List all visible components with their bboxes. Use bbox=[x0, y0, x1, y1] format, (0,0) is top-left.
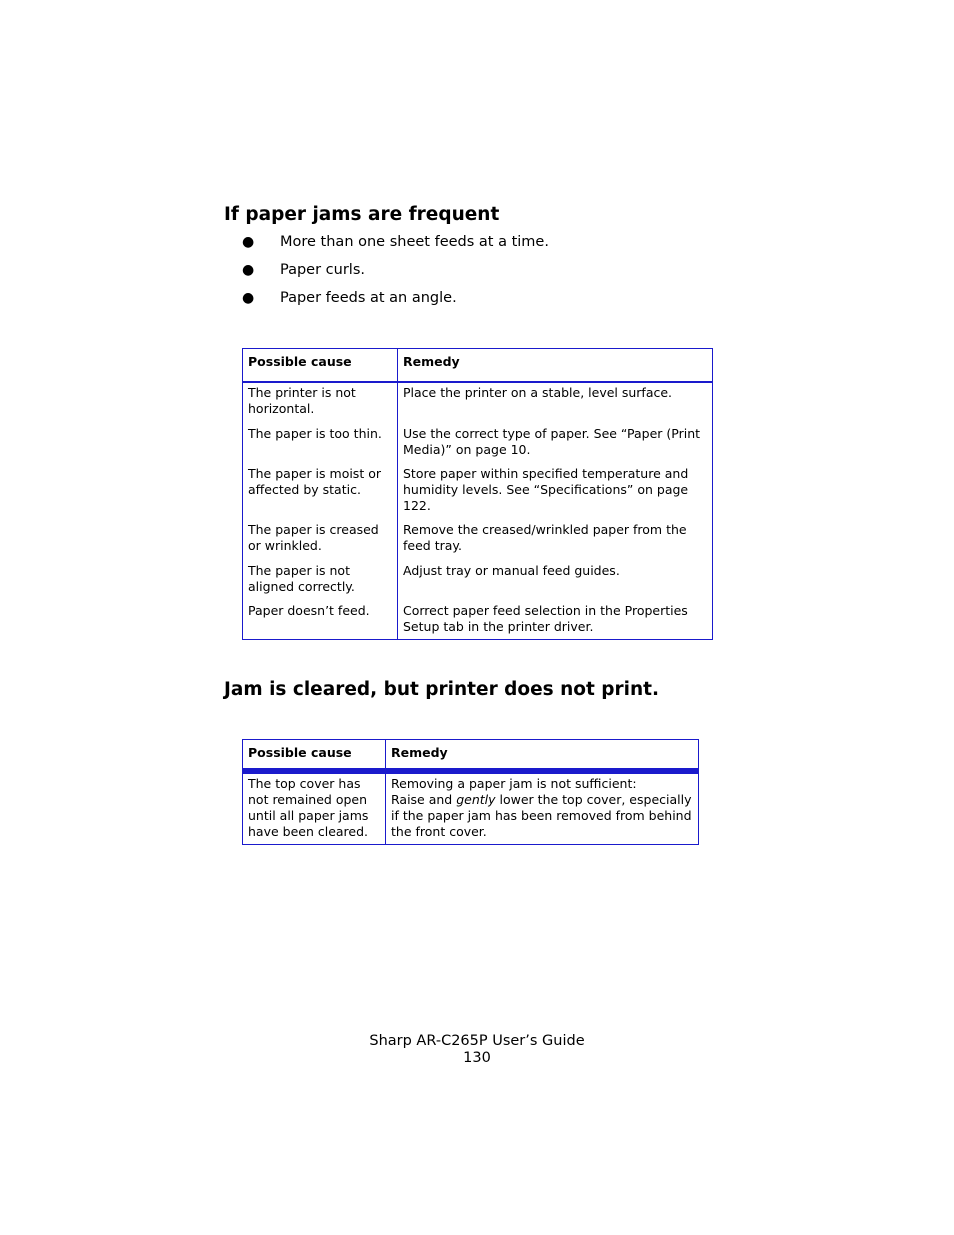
table-header-row bbox=[243, 349, 713, 383]
remedy-text: lower the top cover, especially if the paper jam has been removed from behind the front cover. bbox=[391, 792, 692, 839]
column-header-remedy: Remedy bbox=[398, 349, 713, 383]
remedy-cell bbox=[386, 771, 699, 845]
section-heading-frequent-jams: If paper jams are frequent bbox=[224, 204, 500, 225]
section-heading-jam-cleared: Jam is cleared, but printer does not print. bbox=[224, 679, 659, 700]
column-header-remedy: Remedy bbox=[386, 740, 699, 772]
column-header-cause: Possible cause bbox=[243, 740, 386, 772]
cause-text: The paper is creased or wrinkled. bbox=[248, 522, 379, 553]
cause-text: Paper doesn’t feed. bbox=[248, 603, 370, 618]
cause-cell: The top cover has not remained open until all paper jams have been cleared. bbox=[243, 771, 386, 845]
table-row bbox=[243, 771, 699, 845]
list-item-text: More than one sheet feeds at a time. bbox=[280, 234, 549, 250]
cause-text: The printer is not horizontal. bbox=[248, 385, 356, 416]
page-number: 130 bbox=[463, 1050, 491, 1066]
jam-cleared-table bbox=[242, 739, 699, 845]
table-row bbox=[243, 382, 713, 640]
list-item-text: Paper feeds at an angle. bbox=[280, 290, 457, 306]
bullet-icon: ● bbox=[242, 290, 255, 306]
frequent-jams-table bbox=[242, 348, 713, 640]
bullet-icon: ● bbox=[242, 262, 255, 278]
bullet-icon: ● bbox=[242, 234, 255, 250]
table-header-row bbox=[243, 740, 699, 772]
footer-title: Sharp AR-C265P User’s Guide bbox=[369, 1033, 585, 1049]
remedy-text: Place the printer on a stable, level surface. bbox=[403, 385, 673, 400]
remedy-text: Store paper within specified temperature and humidity levels. See “Specifications” on page 122. bbox=[403, 466, 689, 513]
cause-text: The paper is not aligned correctly. bbox=[248, 563, 355, 594]
remedy-text: Remove the creased/wrinkled paper from the feed tray. bbox=[403, 522, 687, 553]
remedy-text: Use the correct type of paper. See “Paper (Print Media)” on page 10. bbox=[403, 426, 701, 457]
remedy-cell bbox=[398, 382, 713, 640]
cause-text: The paper is too thin. bbox=[248, 426, 382, 441]
remedy-text: Raise and bbox=[391, 792, 457, 807]
remedy-line bbox=[391, 792, 693, 840]
remedy-text: Adjust tray or manual feed guides. bbox=[403, 563, 620, 578]
remedy-emphasis: gently bbox=[456, 792, 496, 807]
remedy-text: Correct paper feed selection in the Properties Setup tab in the printer driver. bbox=[403, 603, 688, 634]
column-header-cause: Possible cause bbox=[243, 349, 398, 383]
list-item-text: Paper curls. bbox=[280, 262, 365, 278]
cause-cell bbox=[243, 382, 398, 640]
cause-text: The paper is moist or affected by static. bbox=[248, 466, 381, 497]
remedy-line: Removing a paper jam is not sufficient: bbox=[391, 776, 637, 791]
